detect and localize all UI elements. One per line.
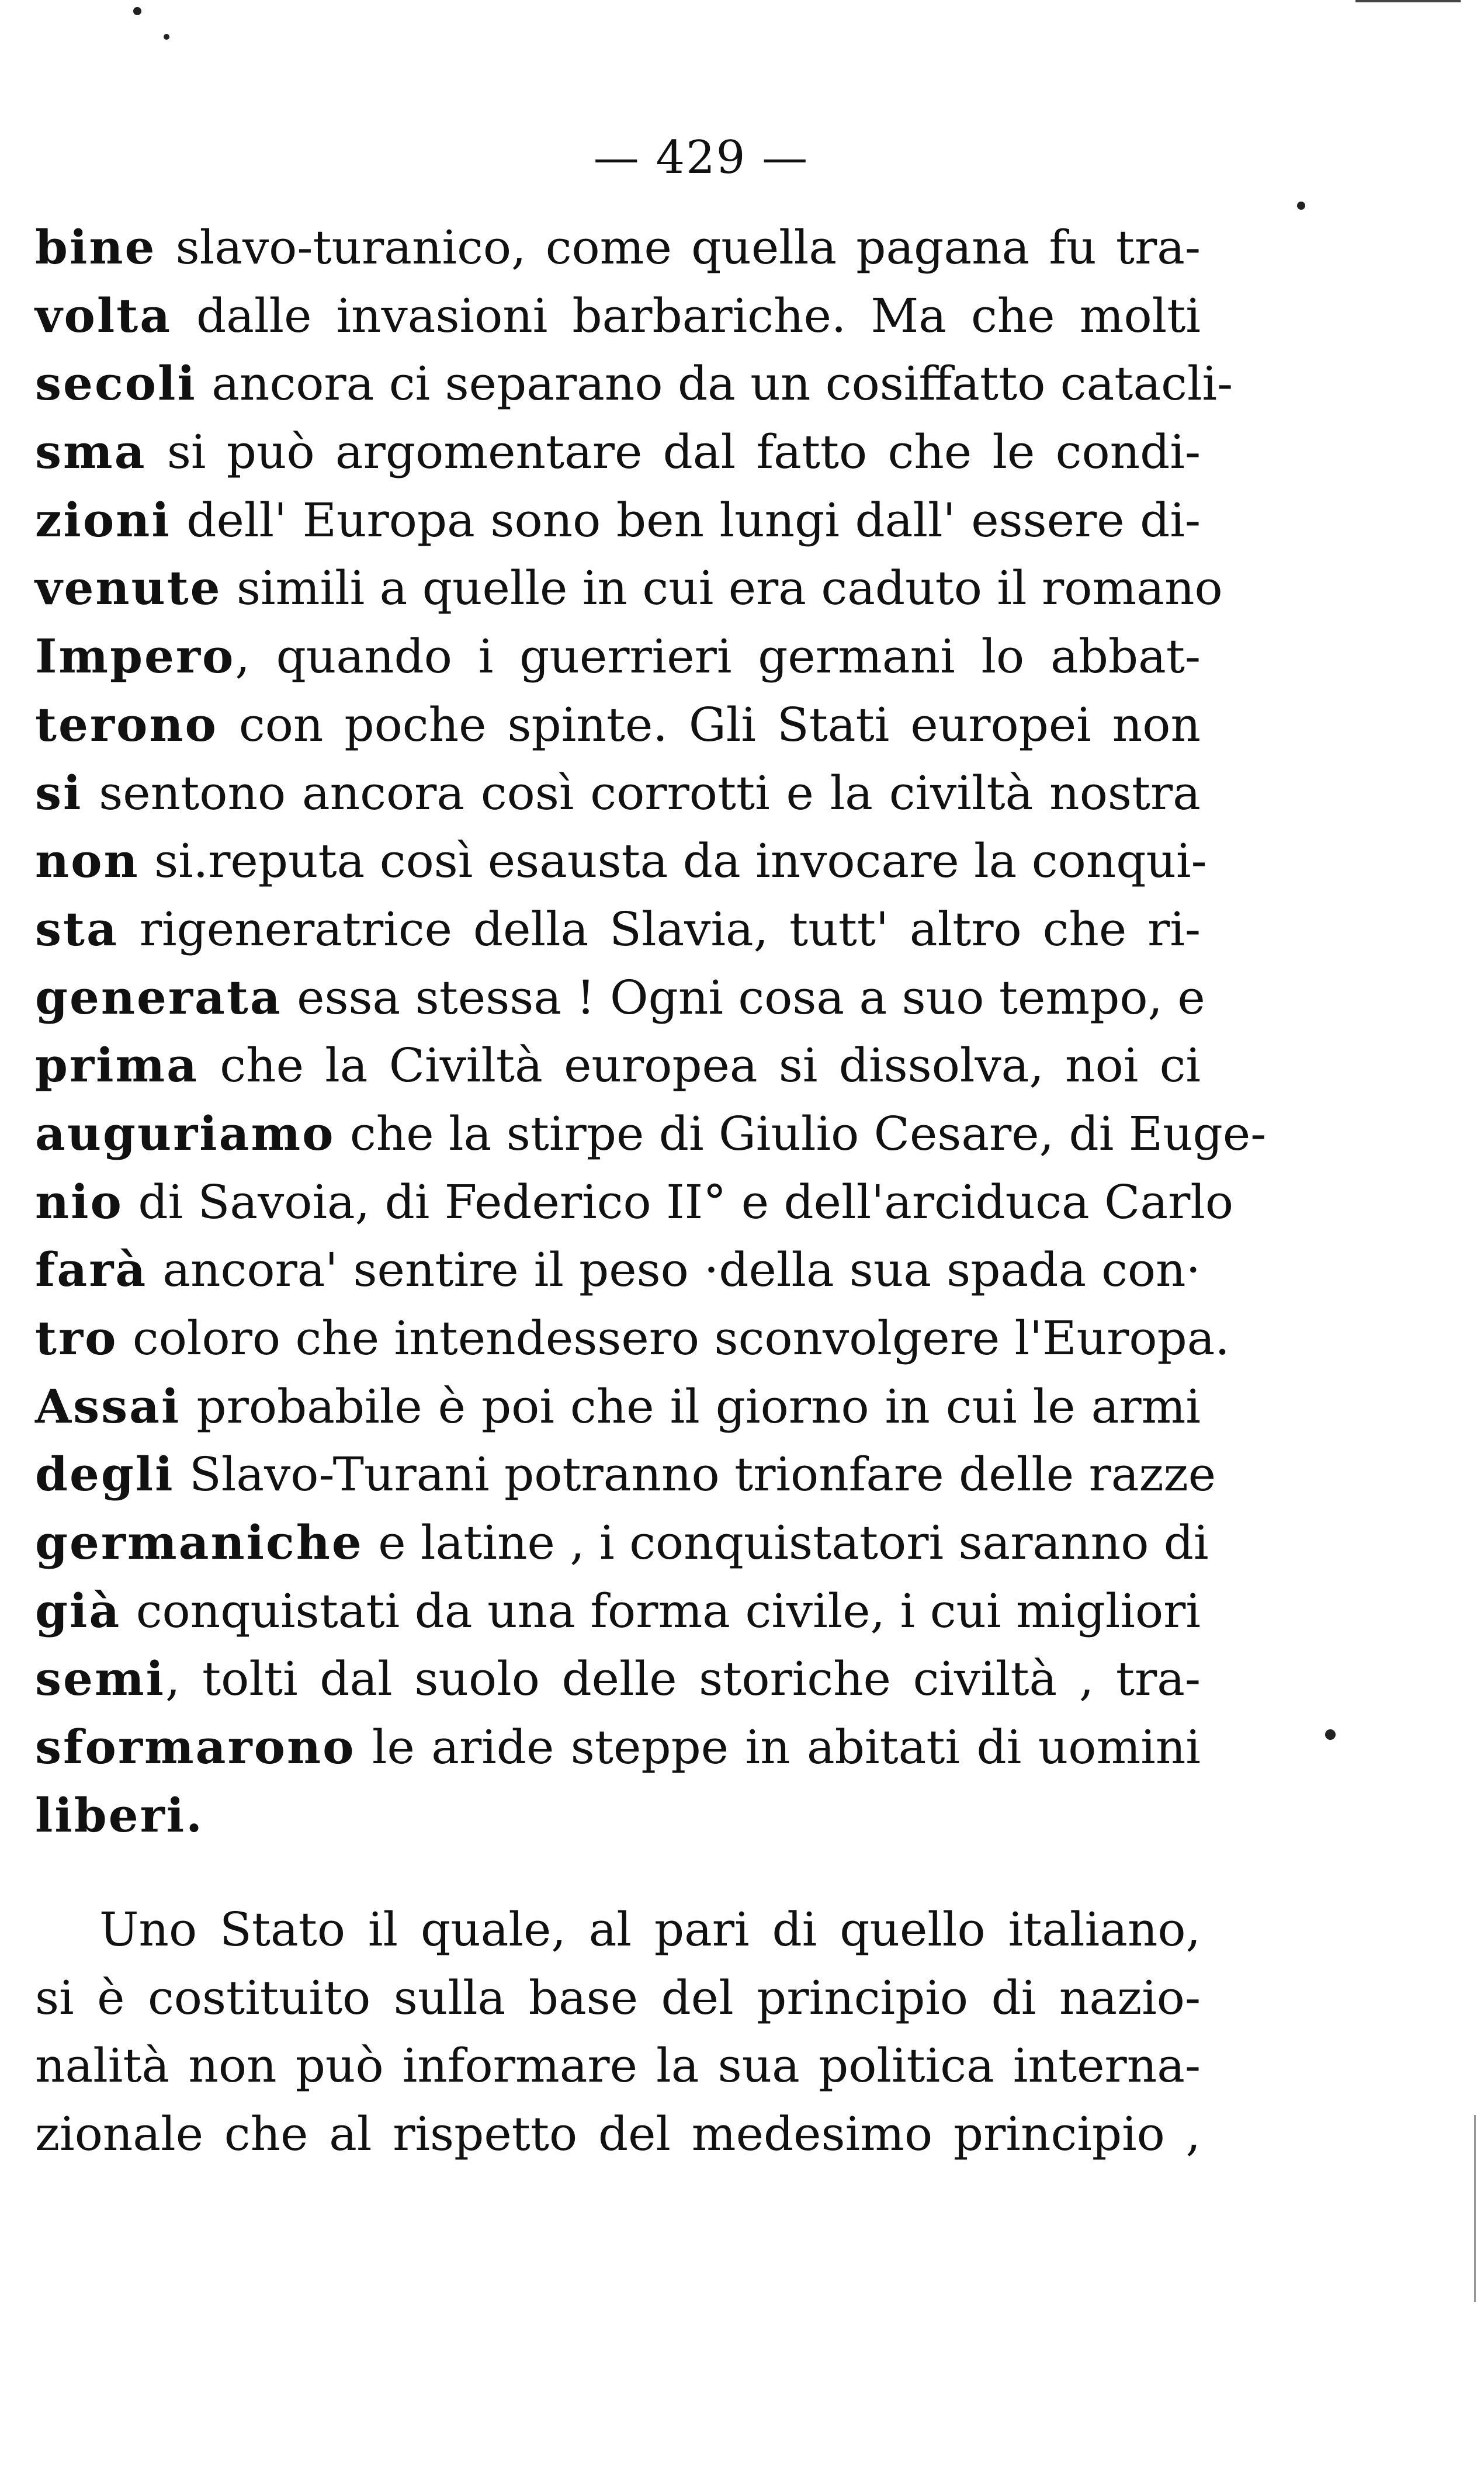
text-line: [35, 349, 1233, 418]
line-text: , tolti dal suolo delle storiche civiltà , tra-: [165, 1652, 1201, 1707]
text-line: Uno Stato il quale, al pari di quello italiano,: [99, 1902, 1201, 1957]
line-lead-word: già: [35, 1583, 122, 1638]
text-line: [35, 554, 1223, 622]
text-line: [35, 1304, 1230, 1372]
line-lead-word: tro: [35, 1310, 118, 1365]
line-lead-word: liberi.: [35, 1787, 204, 1843]
line-lead-word: generata: [35, 969, 282, 1025]
line-lead-word: zioni: [35, 492, 171, 547]
line-text: slavo-turanico, come quella pagana fu tra-: [156, 220, 1201, 275]
line-text: sentono ancora così corrotti e la civiltà nostra: [82, 765, 1201, 820]
line-text: coloro che intendessero sconvolgere l'Europa.: [117, 1311, 1230, 1365]
line-text: che la Civiltà europea si dissolva, noi ci: [198, 1038, 1201, 1093]
text-line: [35, 1713, 1201, 1781]
text-line: [35, 1372, 1201, 1441]
line-lead-word: semi: [35, 1651, 165, 1707]
text-line: nalità non può informare la sua politica interna-: [35, 2038, 1201, 2093]
scan-speck: [133, 7, 141, 15]
line-text: simili a quelle in cui era caduto il romano: [221, 561, 1223, 616]
text-line: [35, 691, 1201, 759]
line-lead-word: auguriamo: [35, 1105, 335, 1161]
line-lead-word: sta: [35, 901, 119, 956]
text-line: [35, 895, 1201, 963]
paragraph-1: [35, 213, 1267, 1850]
scan-speck: [1325, 1729, 1336, 1740]
text-line: [35, 827, 1207, 895]
line-lead-word: bine: [35, 220, 157, 275]
line-lead-word: farà: [35, 1242, 148, 1298]
scan-edge-rule: [1355, 0, 1461, 2]
line-lead-word: volta: [35, 287, 172, 343]
line-lead-word: Assai: [35, 1378, 181, 1434]
line-lead-word: venute: [35, 560, 222, 616]
text-line: [35, 759, 1201, 827]
line-text: rigeneratrice della Slavia, tutt' altro che ri-: [118, 901, 1201, 956]
line-text: probabile è poi che il giorno in cui le armi: [181, 1379, 1201, 1434]
text-line: [35, 486, 1201, 554]
line-text: essa stessa ! Ogni cosa a suo tempo, e: [282, 970, 1205, 1025]
paragraph-2: [35, 1896, 1201, 2169]
line-lead-word: si: [35, 765, 83, 820]
page-number: — 429 —: [593, 131, 809, 184]
line-text: si può argomentare dal fatto che le condi-: [146, 425, 1201, 480]
line-text: si.reputa così esausta da invocare la conqui-: [139, 834, 1207, 889]
line-text: con poche spinte. Gli Stati europei non: [217, 697, 1201, 752]
line-lead-word: terono: [35, 696, 218, 752]
text-line: [35, 622, 1201, 691]
text-line: [35, 1781, 1201, 1850]
text-line: [35, 1100, 1267, 1168]
text-line: [35, 1645, 1201, 1713]
text-line: [35, 1577, 1201, 1645]
text-line: si è costituito sulla base del principio di nazio-: [35, 1970, 1201, 2025]
line-lead-word: non: [35, 833, 140, 889]
line-text: dalle invasioni barbariche. Ma che molti: [172, 288, 1201, 343]
line-text: Slavo-Turani potranno trionfare delle razze: [174, 1447, 1216, 1502]
line-lead-word: Impero: [35, 629, 235, 684]
line-text: conquistati da una forma civile, i cui migliori: [121, 1583, 1201, 1638]
text-line: [35, 1440, 1216, 1508]
scan-speck: [164, 34, 169, 40]
line-text: e latine , i conquistatori saranno di: [363, 1515, 1209, 1570]
line-text: , quando i guerrieri germani lo abbat-: [235, 629, 1201, 684]
text-line: [35, 282, 1201, 350]
text-line: [35, 1168, 1234, 1236]
text-line: [35, 1236, 1201, 1304]
text-line: zionale che al rispetto del medesimo principio ,: [35, 2107, 1201, 2162]
line-lead-word: sma: [35, 424, 147, 480]
scan-edge-rule-right: [1474, 2115, 1476, 2302]
line-text: le aride steppe in abitati di uomini: [355, 1720, 1201, 1775]
line-text: di Savoia, di Federico II° e dell'arciduca Carlo: [123, 1174, 1234, 1229]
line-lead-word: nio: [35, 1174, 123, 1229]
text-line: [35, 1031, 1201, 1100]
line-text: dell' Europa sono ben lungi dall' essere di-: [171, 493, 1201, 547]
text-line: [35, 418, 1201, 486]
text-line: [35, 213, 1201, 282]
text-line: [35, 963, 1205, 1032]
line-lead-word: sformarono: [35, 1719, 356, 1775]
line-lead-word: germaniche: [35, 1515, 363, 1570]
line-lead-word: prima: [35, 1038, 199, 1093]
line-lead-word: degli: [35, 1447, 175, 1502]
line-text: ancora' sentire il peso ·della sua spada con·: [147, 1243, 1201, 1298]
scan-speck: [1297, 202, 1305, 210]
text-line: [35, 1508, 1209, 1577]
line-lead-word: secoli: [35, 356, 197, 411]
line-text: che la stirpe di Giulio Cesare, di Euge-: [335, 1106, 1267, 1161]
line-text: ancora ci separano da un cosiffatto catacli-: [196, 356, 1233, 411]
